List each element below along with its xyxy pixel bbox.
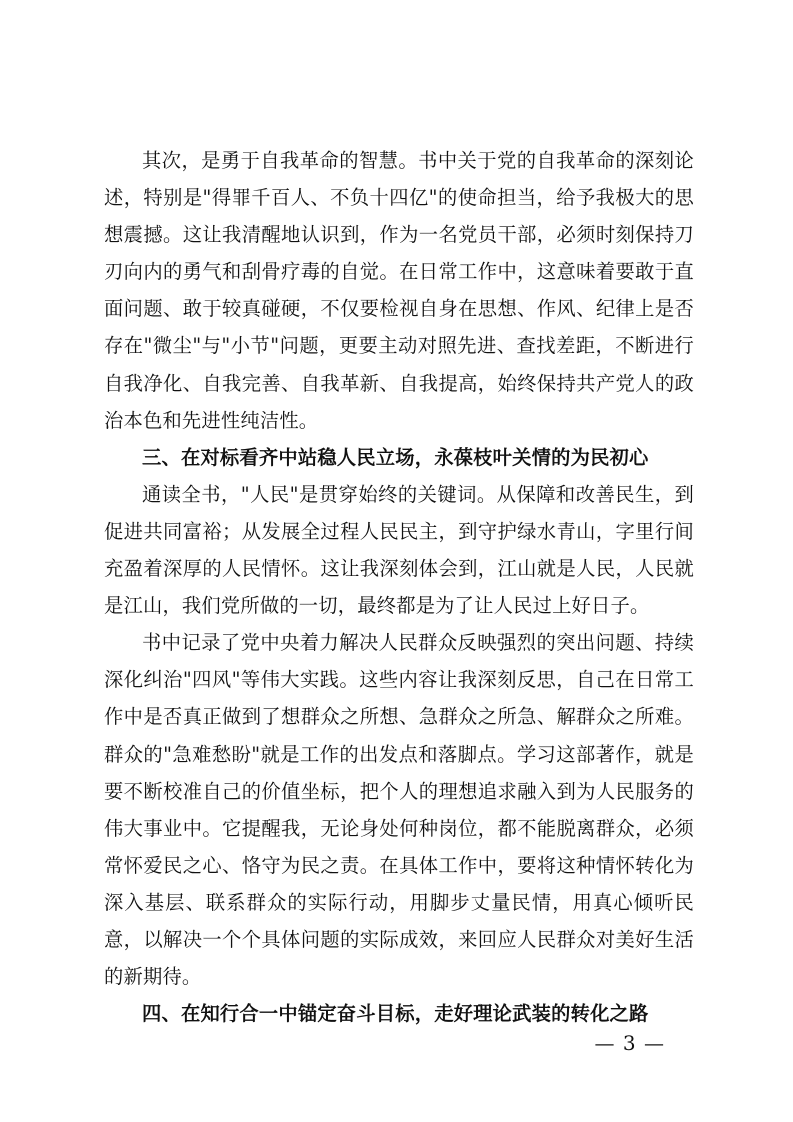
paragraph-reflection: 书中记录了党中央着力解决人民群众反映强烈的突出问题、持续深化纠治"四风"等伟大实践。这些内容让我深刻反思，自己在日常工作中是否真正做到了想群众之所想、急群众之所急、解群众之所难。群众的"急难愁盼"就是工作的出发点和落脚点。学习这部著作，就是要不断校准自己的价值坐标，把个人的理想追求融入到为人民服务的伟大事业中。它提醒我，无论身处何种岗位，都不能脱离群众，必须常怀爱民之心、恪守为民之责。在具体工作中，要将这种情怀转化为深入基层、联系群众的实际行动，用脚步丈量民情，用真心倾听民意，以解决一个个具体问题的实际成效，来回应人民群众对美好生活的新期待。	[104, 631, 694, 989]
section-heading-3: 三、在对标看齐中站稳人民立场，永葆枝叶关情的为民初心	[142, 445, 649, 469]
document-body	[104, 142, 694, 1032]
page-number: — 3 —	[594, 1031, 665, 1055]
paragraph-people-keyword: 通读全书，"人民"是贯穿始终的关键词。从保障和改善民生，到促进共同富裕；从发展全过程人民民主，到守护绿水青山，字里行间充盈着深厚的人民情怀。这让我深刻体会到，江山就是人民，人民就是江山，我们党所做的一切，最终都是为了让人民过上好日子。	[104, 482, 694, 618]
section-heading-4: 四、在知行合一中锚定奋斗目标，走好理论武装的转化之路	[142, 1002, 649, 1026]
paragraph-self-revolution: 其次，是勇于自我革命的智慧。书中关于党的自我革命的深刻论述，特别是"得罪千百人、不负十四亿"的使命担当，给予我极大的思想震撼。这让我清醒地认识到，作为一名党员干部，必须时刻保持刀刃向内的勇气和刮骨疗毒的自觉。在日常工作中，这意味着要敢于直面问题、敢于较真碰硬，不仅要检视自身在思想、作风、纪律上是否存在"微尘"与"小节"问题，更要主动对照先进、查找差距，不断进行自我净化、自我完善、自我革新、自我提高，始终保持共产党人的政治本色和先进性纯洁性。	[104, 149, 694, 432]
